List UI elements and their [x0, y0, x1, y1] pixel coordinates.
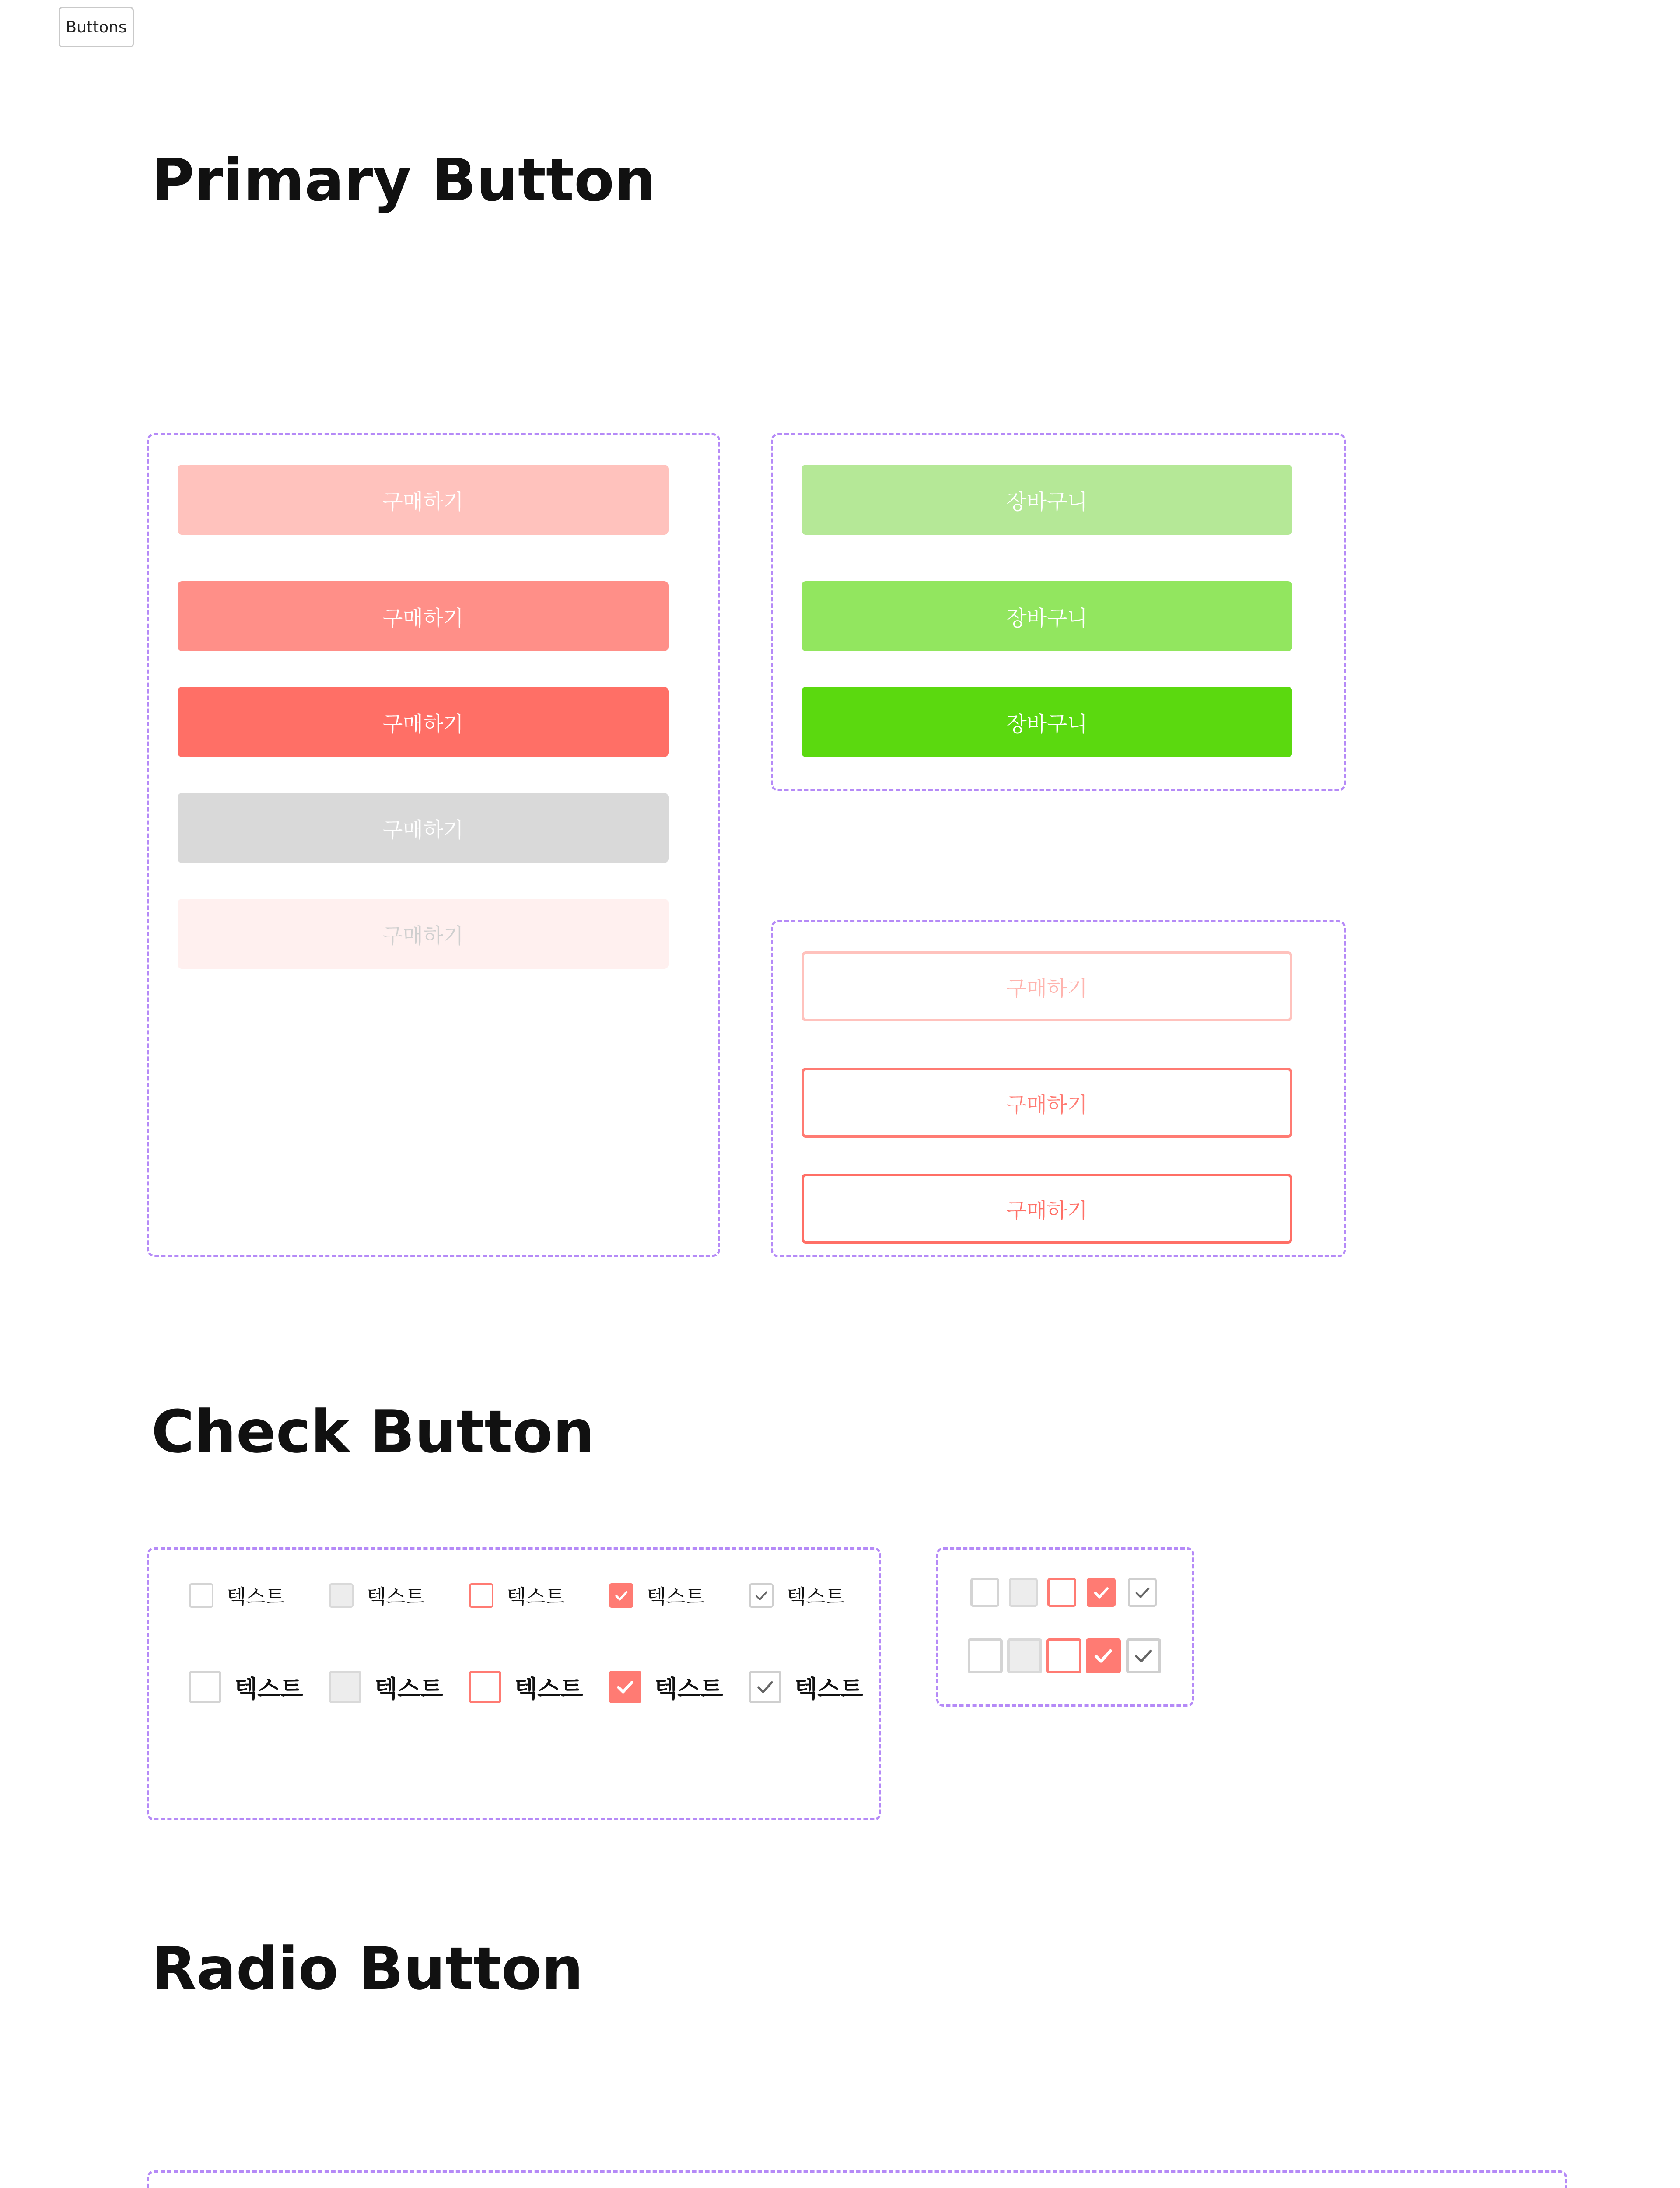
cart-button-light[interactable]: 장바구니 [802, 465, 1292, 535]
checkbox-checked-gray[interactable] [1126, 1638, 1161, 1673]
outline-buy-button-active[interactable]: 구매하기 [802, 1174, 1292, 1244]
checkbox-disabled[interactable] [1009, 1578, 1038, 1607]
checkbox-label: 텍스트 [234, 1675, 303, 1703]
checkbox-disabled[interactable] [329, 1671, 361, 1703]
checkbox-item[interactable] [189, 1581, 329, 1610]
checkbox-checked[interactable] [609, 1671, 641, 1703]
check-icon [614, 1588, 629, 1603]
checkbox-hover[interactable] [1046, 1638, 1082, 1673]
checkbox-item[interactable] [749, 1670, 889, 1704]
checkbox-checked[interactable] [609, 1583, 634, 1608]
checkbox-item[interactable] [609, 1670, 749, 1704]
section-title-check: Check Button [151, 1398, 595, 1466]
check-icon [755, 1677, 775, 1697]
checkbox-checked-gray[interactable] [749, 1671, 781, 1703]
check-icon [754, 1588, 769, 1603]
checkbox-label: 텍스트 [787, 1585, 845, 1609]
checkbox-empty[interactable] [970, 1578, 999, 1607]
cart-button-active[interactable]: 장바구니 [802, 687, 1292, 757]
checkbox-disabled[interactable] [329, 1583, 354, 1608]
checkbox-item[interactable] [469, 1581, 609, 1610]
checkbox-checked-gray[interactable] [749, 1583, 774, 1608]
buy-button-hover[interactable]: 구매하기 [178, 581, 668, 651]
buy-button-disabled-soft[interactable]: 구매하기 [178, 899, 668, 969]
checkbox-item[interactable] [329, 1581, 469, 1610]
checkbox-item[interactable] [329, 1670, 469, 1704]
checkbox-checked-gray[interactable] [1128, 1578, 1157, 1607]
checkbox-row-large [189, 1666, 889, 1708]
checkbox-empty[interactable] [968, 1638, 1003, 1673]
checkbox-item[interactable] [189, 1670, 329, 1704]
checkbox-checked[interactable] [1087, 1578, 1116, 1607]
checkbox-row-small [189, 1579, 889, 1612]
outline-buy-button-light[interactable]: 구매하기 [802, 951, 1292, 1021]
check-icon [1133, 1645, 1155, 1667]
checkbox-hover[interactable] [469, 1583, 494, 1608]
checkbox-hover[interactable] [1047, 1578, 1076, 1607]
checkbox-label: 텍스트 [227, 1585, 285, 1609]
buy-button-active[interactable]: 구매하기 [178, 687, 668, 757]
check-icon [1134, 1584, 1152, 1602]
checkbox-empty[interactable] [189, 1583, 214, 1608]
section-title-radio: Radio Button [151, 1935, 584, 2003]
checkbox-label: 텍스트 [507, 1585, 565, 1609]
section-title-primary: Primary Button [151, 146, 656, 214]
checkbox-hover[interactable] [469, 1671, 501, 1703]
checkbox-item[interactable] [749, 1581, 889, 1610]
checkbox-label: 텍스트 [367, 1585, 425, 1609]
page-tag[interactable]: Buttons [59, 7, 134, 47]
checkbox-item[interactable] [609, 1581, 749, 1610]
checkbox-label: 텍스트 [647, 1585, 705, 1609]
checkbox-empty[interactable] [189, 1671, 221, 1703]
cart-button-hover[interactable]: 장바구니 [802, 581, 1292, 651]
check-icon [615, 1677, 635, 1697]
checkbox-disabled[interactable] [1007, 1638, 1042, 1673]
radio-frame [147, 2170, 1567, 2188]
checkbox-item[interactable] [469, 1670, 609, 1704]
check-icons-frame [936, 1547, 1194, 1707]
check-icon [1092, 1584, 1110, 1602]
buy-button-disabled[interactable]: 구매하기 [178, 793, 668, 863]
checkbox-label: 텍스트 [514, 1675, 583, 1703]
checkbox-checked[interactable] [1086, 1638, 1121, 1673]
checkbox-label: 텍스트 [794, 1675, 863, 1703]
checkbox-label: 텍스트 [654, 1675, 723, 1703]
checkbox-label: 텍스트 [374, 1675, 443, 1703]
check-icon [1092, 1645, 1114, 1667]
outline-buy-button-hover[interactable]: 구매하기 [802, 1068, 1292, 1138]
buy-button-light[interactable]: 구매하기 [178, 465, 668, 535]
